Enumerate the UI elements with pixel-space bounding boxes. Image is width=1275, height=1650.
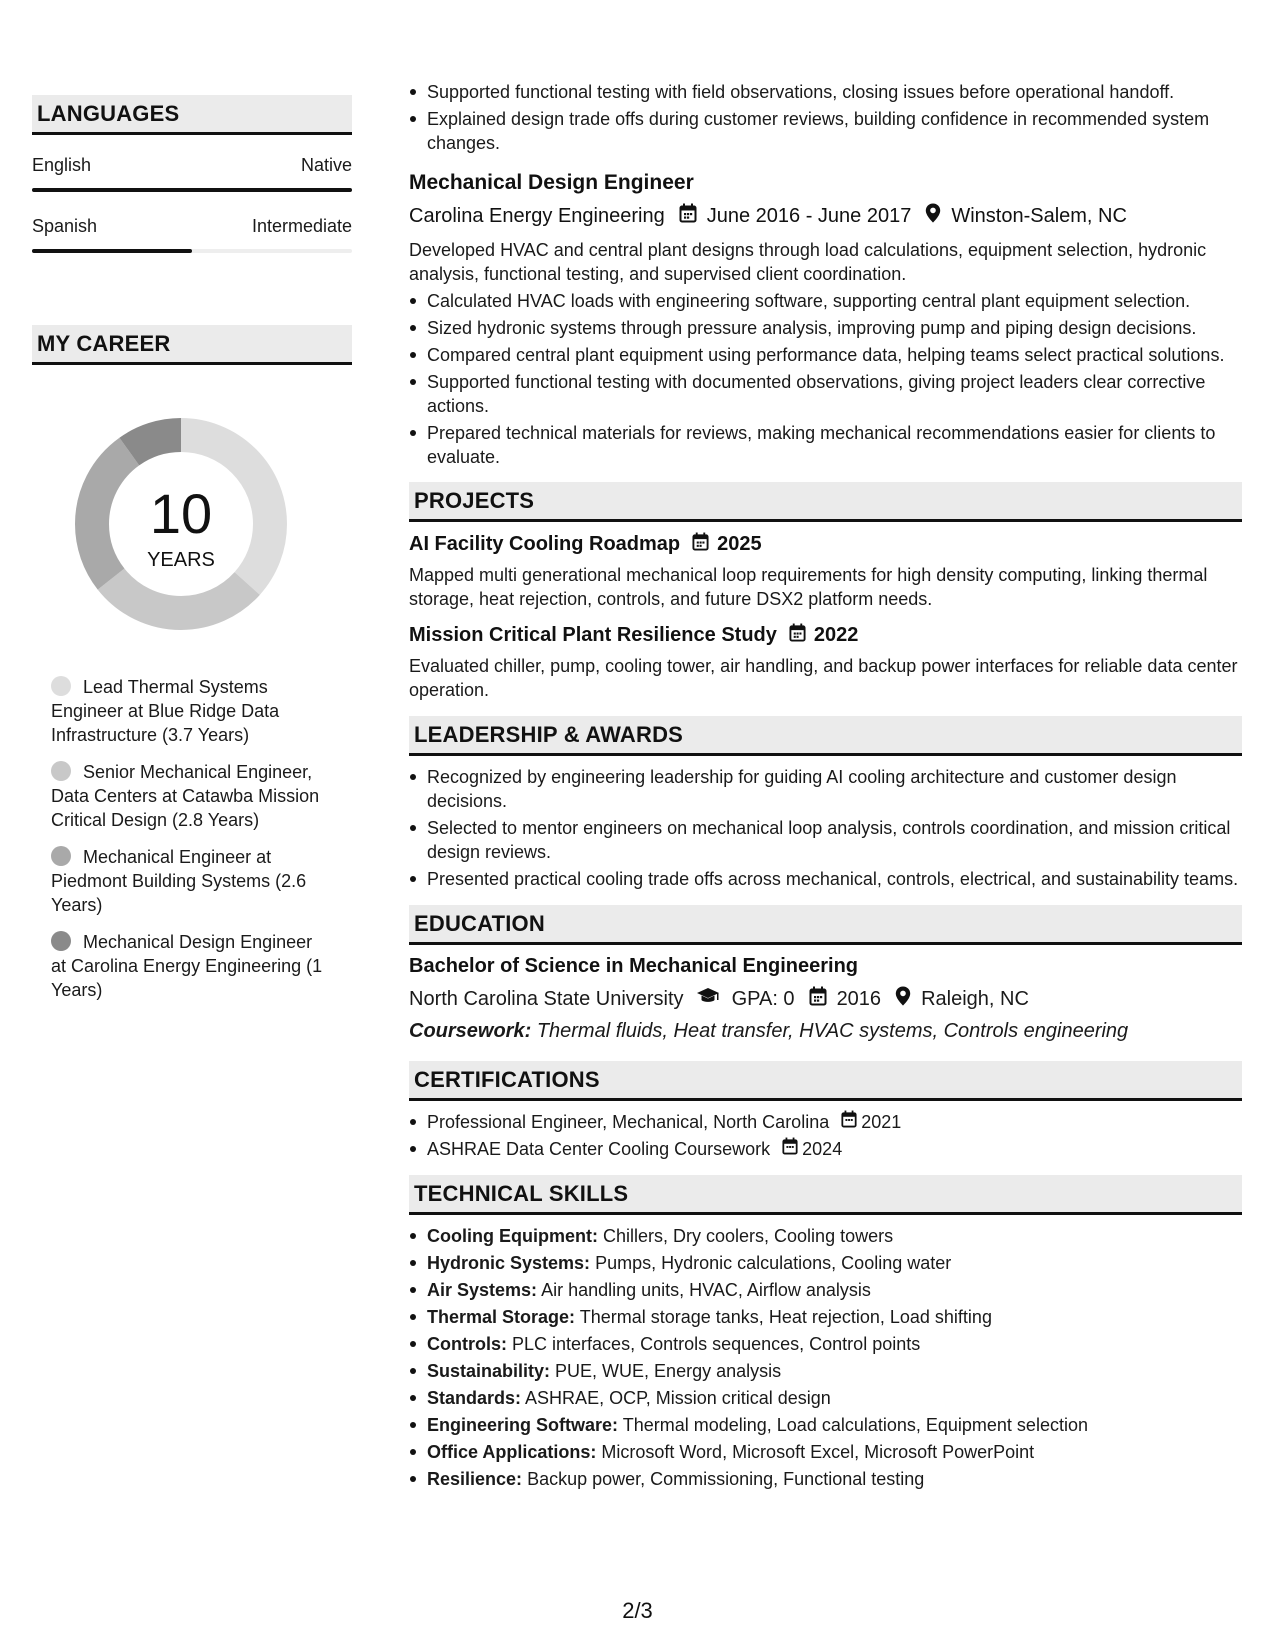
legend-dot — [51, 931, 71, 951]
calendar-icon — [809, 986, 827, 1012]
education-heading: EDUCATION — [409, 905, 1242, 945]
left-column — [32, 95, 352, 1015]
career-legend-item — [51, 675, 326, 747]
language-name: English — [32, 155, 92, 175]
skill-item — [427, 1359, 1242, 1383]
career-role-label: Mechanical Design Engineer at Carolina Energy Engineering (1 Years) — [51, 932, 323, 1000]
skill-label: Thermal Storage: — [427, 1307, 576, 1327]
career-legend — [51, 675, 326, 1002]
legend-dot — [51, 676, 71, 696]
skill-label: Office Applications: — [427, 1442, 597, 1462]
education-year: 2016 — [836, 987, 882, 1010]
certifications-heading: CERTIFICATIONS — [409, 1061, 1242, 1101]
skill-value: Chillers, Dry coolers, Cooling towers — [603, 1226, 894, 1246]
skill-item — [427, 1224, 1242, 1248]
previous-job-bullets — [409, 80, 1242, 155]
language-proficiency-fill — [32, 188, 352, 192]
bullet-item: Prepared technical materials for reviews, making mechanical recommendations easier for clients to evaluate. — [427, 421, 1242, 469]
language-proficiency-bar — [32, 249, 352, 253]
education-gpa: GPA: 0 — [731, 987, 795, 1010]
project-title: Mission Critical Plant Resilience Study — [409, 624, 777, 646]
job-description: Developed HVAC and central plant designs through load calculations, equipment selection, hydronic analysis, functional testing, and supervised client coordination. — [409, 240, 1207, 284]
project-description: Evaluated chiller, pump, cooling tower, air handling, and backup power interfaces for reliable data center operation. — [409, 656, 1238, 700]
certification-year: 2024 — [802, 1139, 843, 1159]
skill-item — [427, 1467, 1242, 1491]
calendar-icon — [692, 532, 709, 557]
language-level: Native — [300, 155, 352, 175]
skill-item — [427, 1305, 1242, 1329]
skill-value: Microsoft Word, Microsoft Excel, Microsoft PowerPoint — [601, 1442, 1035, 1462]
skill-label: Resilience: — [427, 1469, 523, 1489]
bullet-item: Sized hydronic systems through pressure analysis, improving pump and piping design decisions. — [427, 316, 1242, 340]
certifications-list — [409, 1110, 1242, 1161]
language-name: Spanish — [32, 216, 98, 236]
career-total-years: 10 — [149, 482, 213, 545]
project-title: AI Facility Cooling Roadmap — [409, 533, 681, 555]
skill-value: PLC interfaces, Controls sequences, Control points — [512, 1334, 921, 1354]
skill-value: Thermal modeling, Load calculations, Equipment selection — [622, 1415, 1088, 1435]
bullet-item: Supported functional testing with documented observations, giving project leaders clear corrective actions. — [427, 370, 1242, 418]
certification-name: ASHRAE Data Center Cooling Coursework — [427, 1139, 771, 1159]
skill-item — [427, 1440, 1242, 1464]
skill-item — [427, 1332, 1242, 1356]
skill-label: Hydronic Systems: — [427, 1253, 591, 1273]
job-location: Winston-Salem, NC — [951, 204, 1127, 227]
job-meta — [409, 203, 1242, 229]
calendar-icon — [782, 1137, 798, 1161]
career-role-label: Mechanical Engineer at Piedmont Building Systems (2.6 Years) — [51, 847, 307, 915]
graduation-cap-icon — [696, 987, 720, 1011]
skill-value: Backup power, Commissioning, Functional testing — [527, 1469, 925, 1489]
career-heading: MY CAREER — [32, 325, 352, 365]
skill-label: Air Systems: — [427, 1280, 538, 1300]
skill-label: Standards: — [427, 1388, 522, 1408]
project-description: Mapped multi generational mechanical loop requirements for high density computing, linking thermal storage, heat rejection, controls, and future DSX2 platform needs. — [409, 565, 1208, 609]
skill-value: ASHRAE, OCP, Mission critical design — [525, 1388, 831, 1408]
right-column — [409, 80, 1242, 1494]
bullet-item: Explained design trade offs during customer reviews, building confidence in recommended system changes. — [427, 107, 1242, 155]
legend-dot — [51, 761, 71, 781]
project-item — [409, 623, 1242, 702]
certification-item — [427, 1110, 1242, 1134]
skill-label: Engineering Software: — [427, 1415, 619, 1435]
company-name: Carolina Energy Engineering — [409, 204, 665, 227]
languages-heading: LANGUAGES — [32, 95, 352, 135]
project-item — [409, 532, 1242, 611]
calendar-icon — [789, 623, 806, 648]
language-item — [32, 155, 352, 192]
bullet-item: Compared central plant equipment using performance data, helping teams select practical solutions. — [427, 343, 1242, 367]
career-years-label: YEARS — [147, 549, 215, 571]
career-legend-item — [51, 930, 326, 1002]
language-proficiency-bar — [32, 188, 352, 192]
legend-dot — [51, 846, 71, 866]
certification-name: Professional Engineer, Mechanical, North Carolina — [427, 1112, 830, 1132]
language-item — [32, 216, 352, 253]
career-role-label: Lead Thermal Systems Engineer at Blue Ridge Data Infrastructure (3.7 Years) — [51, 677, 280, 745]
job-dates: June 2016 - June 2017 — [706, 204, 912, 227]
bullet-item: Supported functional testing with field observations, closing issues before operational handoff. — [427, 80, 1242, 104]
skill-value: Pumps, Hydronic calculations, Cooling water — [595, 1253, 952, 1273]
skill-item — [427, 1251, 1242, 1275]
bullet-item: Presented practical cooling trade offs across mechanical, controls, electrical, and sustainability teams. — [427, 867, 1242, 891]
career-donut-chart — [66, 409, 296, 639]
calendar-icon — [679, 203, 697, 229]
leadership-heading: LEADERSHIP & AWARDS — [409, 716, 1242, 756]
projects-heading: PROJECTS — [409, 482, 1242, 522]
job-bullets — [409, 289, 1242, 469]
coursework — [409, 1020, 1242, 1043]
skill-label: Sustainability: — [427, 1361, 551, 1381]
skill-item — [427, 1278, 1242, 1302]
skill-value: Air handling units, HVAC, Airflow analysis — [541, 1280, 871, 1300]
leadership-bullets — [409, 765, 1242, 891]
job-title: Mechanical Design Engineer — [409, 171, 694, 194]
page-number: 2/3 — [622, 1598, 653, 1623]
career-role-label: Senior Mechanical Engineer, Data Centers at Catawba Mission Critical Design (2.8 Years) — [51, 762, 320, 830]
certification-item — [427, 1137, 1242, 1161]
bullet-item: Calculated HVAC loads with engineering software, supporting central plant equipment selection. — [427, 289, 1242, 313]
education-meta — [409, 986, 1242, 1012]
skill-item — [427, 1413, 1242, 1437]
skills-heading: TECHNICAL SKILLS — [409, 1175, 1242, 1215]
language-level: Intermediate — [251, 216, 352, 236]
school-name: North Carolina State University — [409, 987, 684, 1010]
education-item — [409, 955, 1242, 1043]
location-pin-icon — [895, 986, 911, 1012]
education-location: Raleigh, NC — [921, 987, 1029, 1010]
career-legend-item — [51, 760, 326, 832]
coursework-label: Coursework: — [409, 1020, 532, 1042]
skills-list — [409, 1224, 1242, 1491]
location-pin-icon — [925, 203, 941, 229]
bullet-item: Recognized by engineering leadership for guiding AI cooling architecture and customer design decisions. — [427, 765, 1242, 813]
certification-year: 2021 — [861, 1112, 902, 1132]
skill-label: Cooling Equipment: — [427, 1226, 598, 1246]
calendar-icon — [841, 1110, 857, 1134]
project-year: 2022 — [813, 624, 859, 646]
coursework-list: Thermal fluids, Heat transfer, HVAC systems, Controls engineering — [536, 1020, 1129, 1042]
degree-title: Bachelor of Science in Mechanical Engineering — [409, 955, 859, 977]
skill-value: Thermal storage tanks, Heat rejection, Load shifting — [579, 1307, 992, 1327]
bullet-item: Selected to mentor engineers on mechanical loop analysis, controls coordination, and mission critical design reviews. — [427, 816, 1242, 864]
language-proficiency-fill — [32, 249, 192, 253]
skill-item — [427, 1386, 1242, 1410]
career-legend-item — [51, 845, 326, 917]
skill-value: PUE, WUE, Energy analysis — [555, 1361, 782, 1381]
skill-label: Controls: — [427, 1334, 507, 1354]
project-year: 2025 — [717, 533, 762, 555]
